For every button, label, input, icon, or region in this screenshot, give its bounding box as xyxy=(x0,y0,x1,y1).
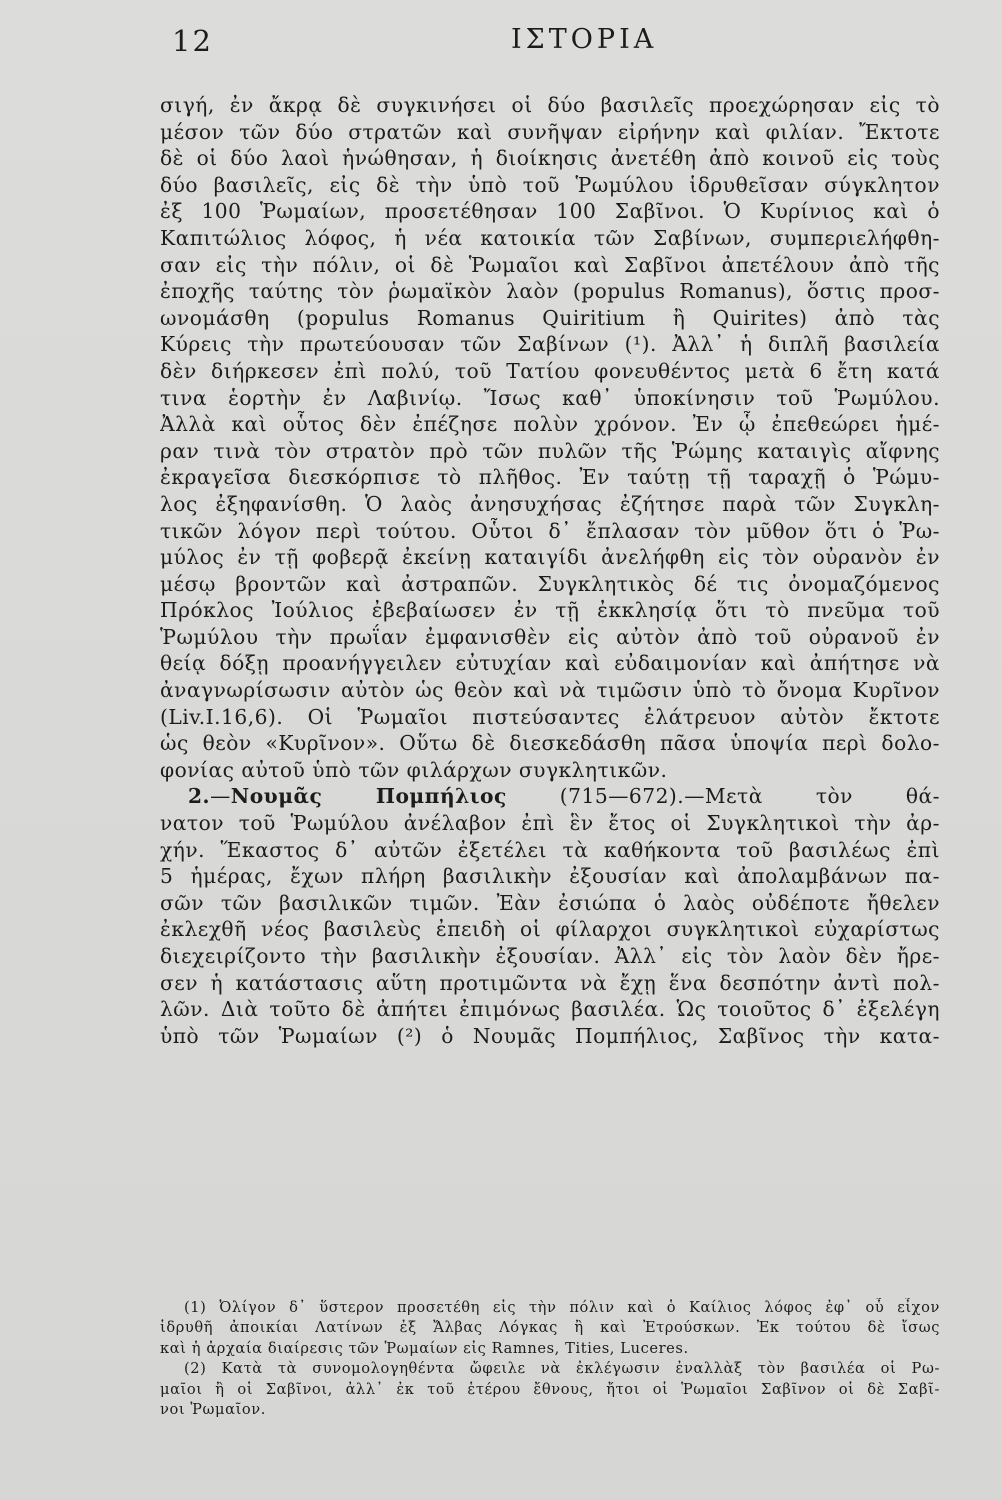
text-line: σαν εἰς τὴν πόλιν, οἱ δὲ Ῥωμαῖοι καὶ Σαβῖνοι ἀπετέλουν ἀπὸ τῆς xyxy=(160,252,940,277)
text-line: Καπιτώλιος λόφος, ἡ νέα κατοικία τῶν Σαβίνων, συμπεριελήφθη- xyxy=(160,225,940,250)
footnote-line: (1) Ὀλίγον δ᾽ ὕστερον προσετέθη εἰς τὴν πόλιν καὶ ὁ Καίλιος λόφος ἐφ᾽ οὗ εἶχον xyxy=(184,1299,940,1316)
text-line: δύο βασιλεῖς, εἰς δὲ τὴν ὑπὸ τοῦ Ῥωμύλου ἱδρυθεῖσαν σύγκλητον xyxy=(160,172,940,197)
text-line: ὡς θεὸν «Κυρῖνον». Οὕτω δὲ διεσκεδάσθη πᾶσα ὑποψία περὶ δολο- xyxy=(160,731,940,756)
text-line: ἐξ 100 Ῥωμαίων, προσετέθησαν 100 Σαβῖνοι. Ὁ Κυρίνιος καὶ ὁ xyxy=(160,199,940,224)
page-header xyxy=(168,24,940,64)
text-line: μέσῳ βροντῶν καὶ ἀστραπῶν. Συγκλητικὸς δέ τις ὀνομαζόμενος xyxy=(160,571,940,596)
text-line: λος ἐξηφανίσθη. Ὁ λαὸς ἀνησυχήσας ἐζήτησε παρὰ τῶν Συγκλη- xyxy=(160,491,940,516)
text-line: τικῶν λόγον περὶ τούτου. Οὗτοι δ᾽ ἔπλασαν τὸν μῦθον ὅτι ὁ Ῥω- xyxy=(160,518,940,543)
text-line: διεχειρίζοντο τὴν βασιλικὴν ἐξουσίαν. Ἀλλ᾽ εἰς τὸν λαὸν δὲν ἤρε- xyxy=(160,944,940,968)
text-line: λῶν. Διὰ τοῦτο δὲ ἀπήτει ἐπιμόνως βασιλέα. Ὡς τοιοῦτος δ᾽ ἐξελέγη xyxy=(160,997,940,1022)
text-line: (Liv.I.16,6). Οἱ Ῥωμαῖοι πιστεύσαντες ἐλάτρευον αὐτὸν ἔκτοτε xyxy=(160,704,940,729)
text-line: Πρόκλος Ἰούλιος ἐβεβαίωσεν ἐν τῇ ἐκκλησίᾳ ὅτι τὸ πνεῦμα τοῦ xyxy=(160,598,940,623)
text-line: ἀναγνωρίσωσιν αὐτὸν ὡς θεὸν καὶ νὰ τιμῶσιν ὑπὸ τὸ ὄνομα Κυρῖνον xyxy=(160,678,940,703)
text-line: τινα ἑορτὴν ἐν Λαβινίῳ. Ἴσως καθ᾽ ὑποκίνησιν τοῦ Ῥωμύλου. xyxy=(160,385,940,410)
text-line: ἐκραγεῖσα διεσκόρπισε τὸ πλῆθος. Ἐν ταύτῃ τῇ ταραχῇ ὁ Ῥώμυ- xyxy=(160,465,940,490)
text-line: ὑπὸ τῶν Ῥωμαίων (²) ὁ Νουμᾶς Πομπήλιος, Σαβῖνος τὴν κατα- xyxy=(160,1023,940,1048)
footnote-line: νοι Ῥωμαῖον. xyxy=(160,1400,267,1418)
footnotes xyxy=(160,1298,940,1420)
footnote-line: (2) Κατὰ τὰ συνομολογηθέντα ὤφειλε νὰ ἐκλέγωσιν ἐναλλὰξ τὸν βασιλέα οἱ Ρω- xyxy=(184,1360,940,1378)
text-line: Κύρεις τὴν πρωτεύουσαν τῶν Σαβίνων (¹). Ἀλλ᾽ ἡ διπλῆ βασιλεία xyxy=(160,332,940,357)
running-head: ΙΣΤΟΡΙΑ xyxy=(511,24,658,55)
text-line: χήν. Ἕκαστος δ᾽ αὐτῶν ἐξετέλει τὰ καθήκοντα τοῦ βασιλέως ἐπὶ xyxy=(160,837,940,862)
text-line: ἐποχῆς ταύτης τὸν ῥωμαϊκὸν λαὸν (populus Romanus), ὅστις προσ- xyxy=(160,279,940,304)
section-heading xyxy=(160,783,940,810)
section-dates: (715—672).—Μετὰ τὸν θά- xyxy=(506,784,940,809)
text-line: νατον τοῦ Ῥωμύλου ἀνέλαβον ἐπὶ ἓν ἔτος οἱ Συγκλητικοὶ τὴν ἀρ- xyxy=(160,811,940,836)
text-line: θείᾳ δόξῃ προανήγγειλεν εὐτυχίαν καὶ εὐδαιμονίαν καὶ ἀπήτησε νὰ xyxy=(160,651,940,676)
text-line: ραν τινὰ τὸν στρατὸν πρὸ τῶν πυλῶν τῆς Ῥώμης καταιγὶς αἴφνης xyxy=(160,438,940,463)
text-line: σεν ἡ κατάστασις αὕτη προτιμῶντα νὰ ἔχῃ ἕνα δεσπότην ἀντὶ πολ- xyxy=(160,970,940,995)
section-title: Νουμᾶς Πομπήλιος xyxy=(230,784,507,809)
text-line: δὲν διήρκεσεν ἐπὶ πολύ, τοῦ Τατίου φονευθέντος μετὰ 6 ἔτη κατά xyxy=(160,358,940,383)
text-line: ωνομάσθη (populus Romanus Quiritium ἢ Quirites) ἀπὸ τὰς xyxy=(160,305,940,330)
text-line: φονίας αὐτοῦ ὑπὸ τῶν φιλάρχων συγκλητικῶν. xyxy=(160,757,668,782)
text-line: δὲ οἱ δύο λαοὶ ἡνώθησαν, ἡ διοίκησις ἀνετέθη ἀπὸ κοινοῦ εἰς τοὺς xyxy=(160,146,940,171)
section-dash: — xyxy=(210,784,231,809)
text-line: σιγή, ἐν ἄκρᾳ δὲ συγκινήσει οἱ δύο βασιλεῖς προεχώρησαν εἰς τὸ xyxy=(160,93,940,117)
section-number: 2. xyxy=(188,784,211,809)
text-line: σῶν τῶν βασιλικῶν τιμῶν. Ἐὰν ἐσιώπα ὁ λαὸς οὐδέποτε ἤθελεν xyxy=(160,890,940,915)
text-line: μύλος ἐν τῇ φοβερᾷ ἐκείνῃ καταιγίδι ἀνελήφθη εἰς τὸν οὐρανὸν ἐν xyxy=(160,545,940,570)
text-line: μέσον τῶν δύο στρατῶν καὶ συνῆψαν εἰρήνην καὶ φιλίαν. Ἔκτοτε xyxy=(160,119,940,144)
page-number: 12 xyxy=(172,24,213,58)
footnote-line: ἱδρυθῆ ἀποικίαι Λατίνων ἐξ Ἄλβας Λόγκας ἢ καὶ Ἐτρούσκων. Ἐκ τούτου δὲ ἴσως xyxy=(160,1319,940,1337)
text-line: Ῥωμύλου τὴν πρωΐαν ἐμφανισθὲν εἰς αὐτὸν ἀπὸ τοῦ οὐρανοῦ ἐν xyxy=(160,624,940,649)
text-line: Ἀλλὰ καὶ οὗτος δὲν ἐπέζησε πολὺν χρόνον. Ἐν ᾧ ἐπεθεώρει ἡμέ- xyxy=(160,412,940,437)
body-text xyxy=(160,92,940,1049)
footnote-line: καὶ ἡ ἀρχαία διαίρεσις τῶν Ῥωμαίων εἰς Ramnes, Tities, Luceres. xyxy=(160,1339,689,1357)
footnote-line: μαῖοι ἢ οἱ Σαβῖνοι, ἀλλ᾽ ἐκ τοῦ ἑτέρου ἔθνους, ἤτοι οἱ Ῥωμαῖοι Σαβῖνον οἱ δὲ Σαβῖ- xyxy=(160,1380,940,1398)
text-line: ἐκλεχθῆ νέος βασιλεὺς ἐπειδὴ οἱ φίλαρχοι συγκλητικοὶ εὐχαρίστως xyxy=(160,917,940,942)
text-line: 5 ἡμέρας, ἔχων πλήρη βασιλικὴν ἐξουσίαν καὶ ἀπολαμβάνων πα- xyxy=(160,864,940,889)
